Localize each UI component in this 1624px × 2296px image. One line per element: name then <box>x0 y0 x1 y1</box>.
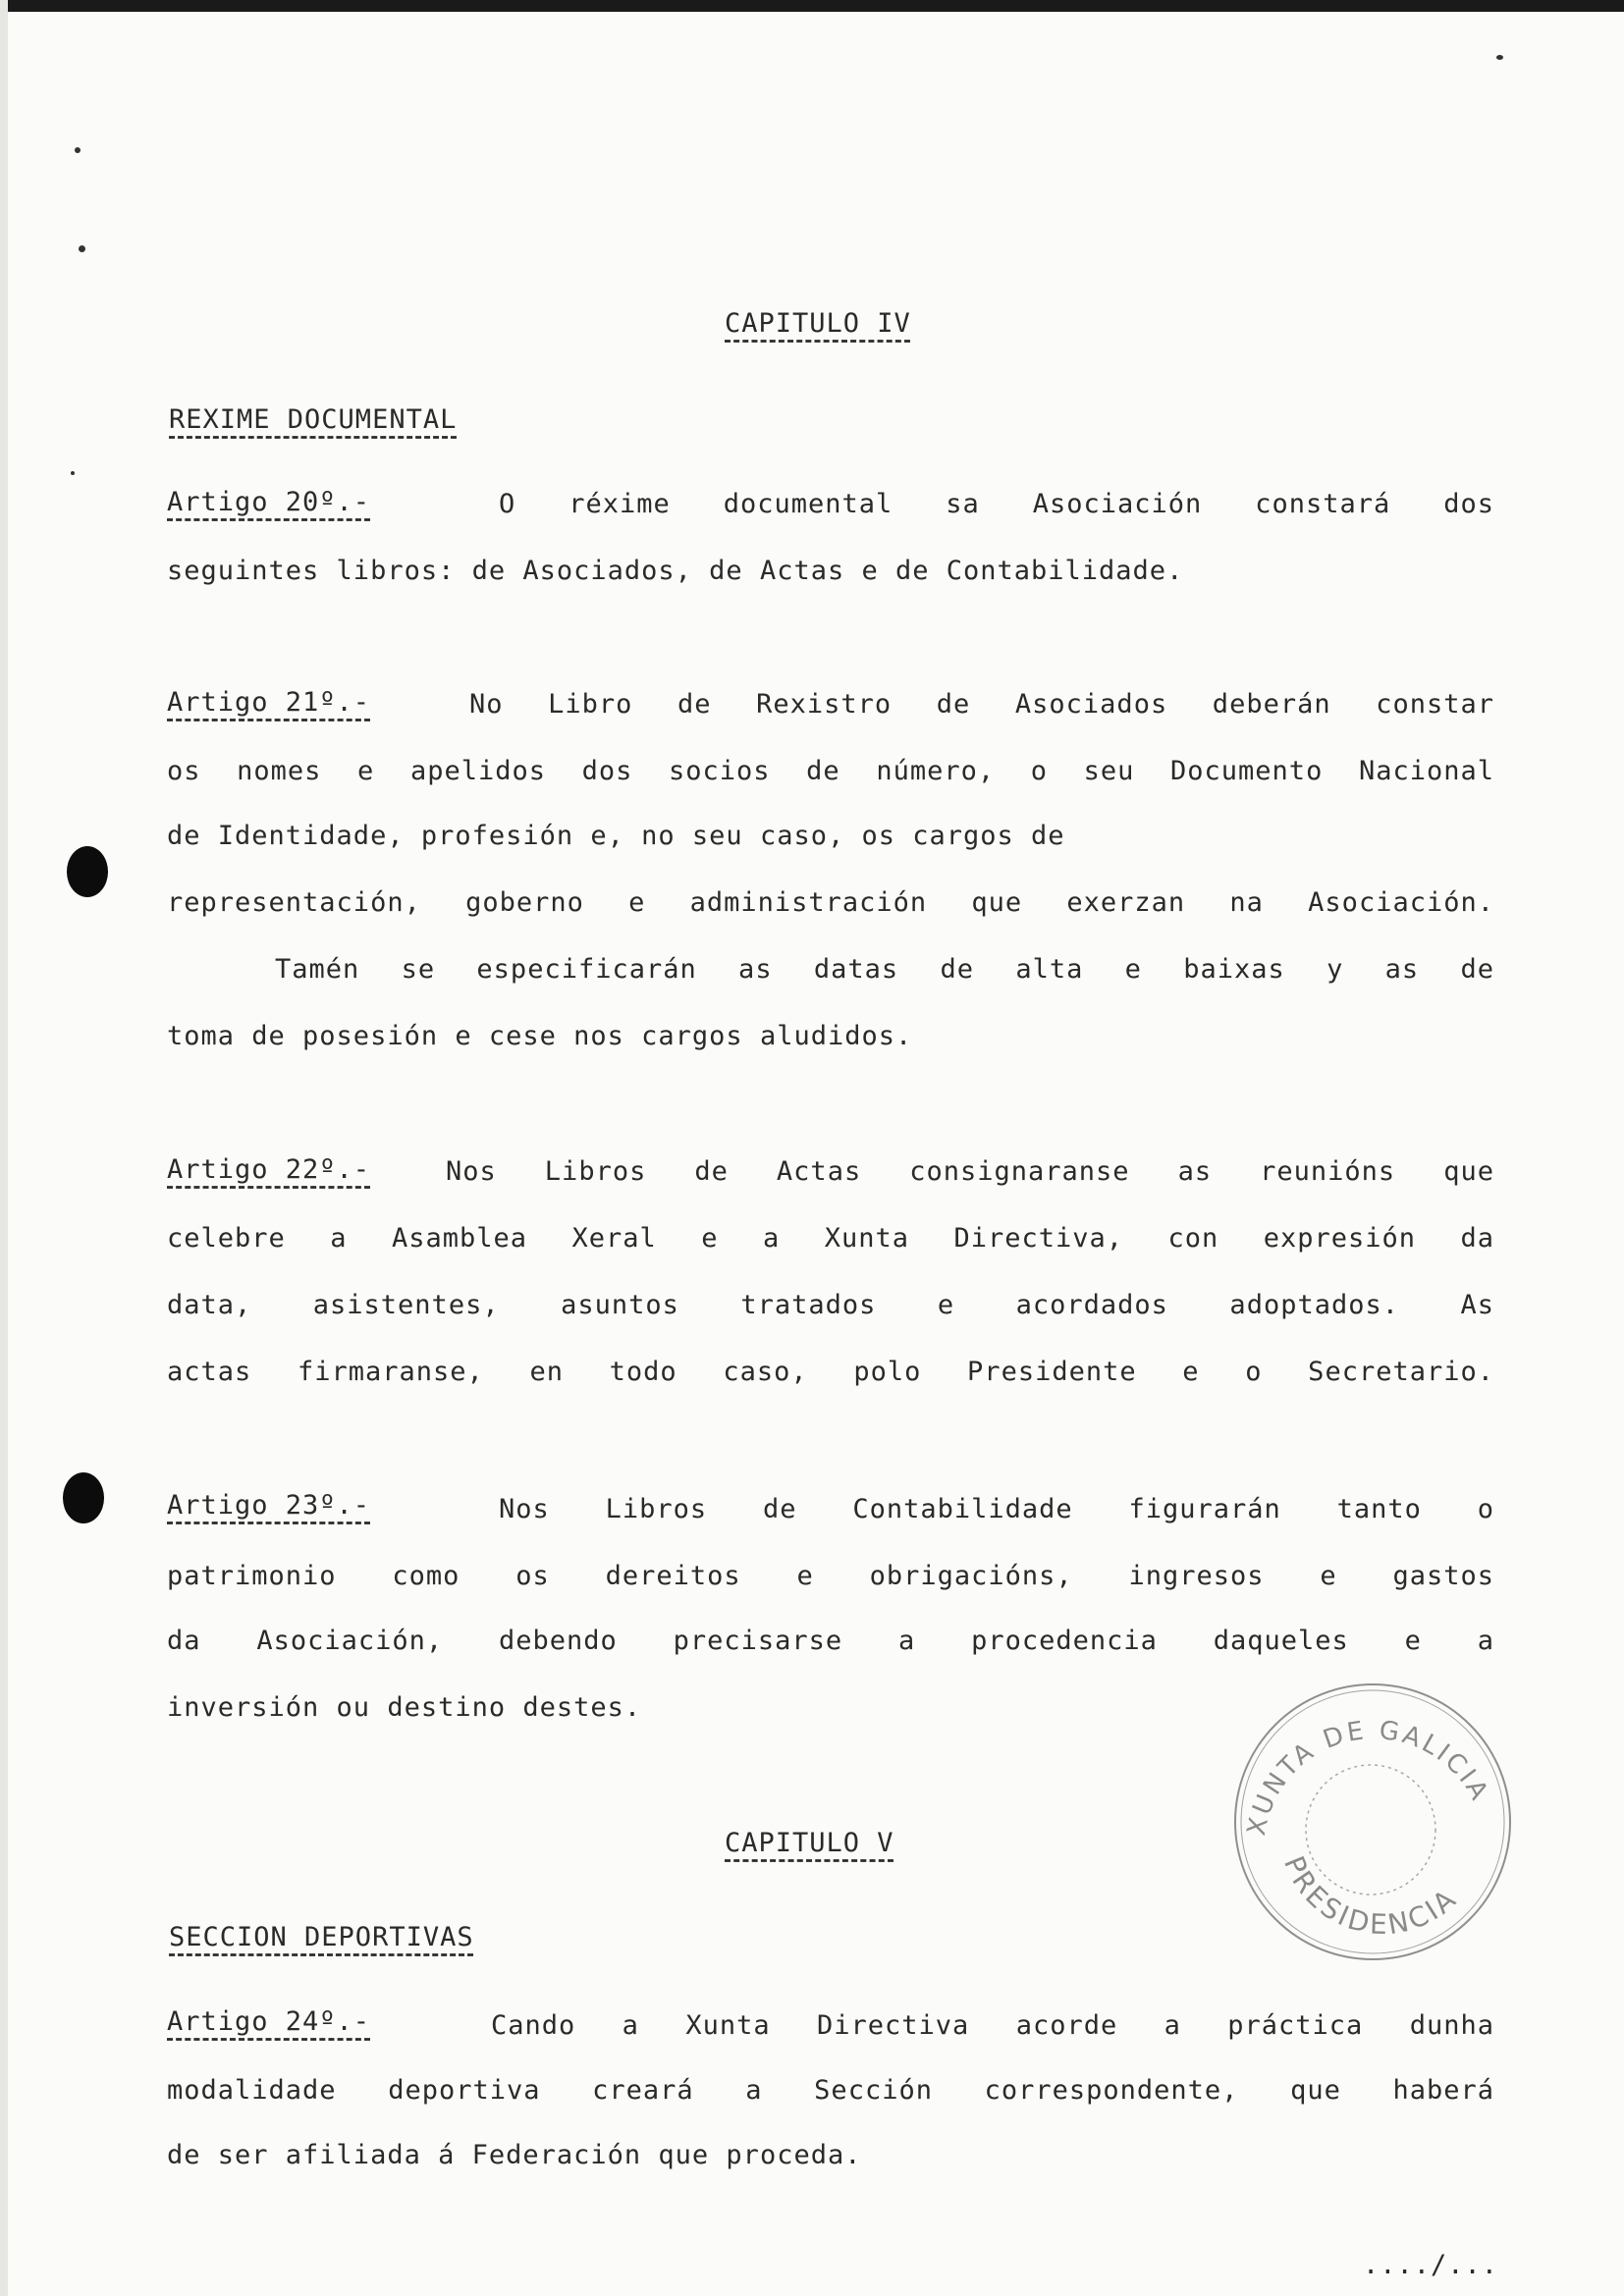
article-21-label: Artigo 21º.- <box>167 687 371 718</box>
scan-speck <box>75 147 81 153</box>
stamp-top-text: XUNTA DE GALICIA <box>1241 1715 1495 1839</box>
scan-speck <box>1496 55 1503 60</box>
article-23-line-3: da Asociación, debendo precisarse a procedencia daqueles e a <box>167 1626 1494 1656</box>
svg-text:PRESIDENCIA <box>1277 1851 1464 1941</box>
article-22-label: Artigo 22º.- <box>167 1154 371 1185</box>
article-21-line-2: os nomes e apelidos dos socios de número, o seu Documento Nacional <box>167 756 1494 786</box>
chapter-5-title: CAPITULO V <box>725 1828 894 1858</box>
article-21-line-5: Tamén se especificarán as datas de alta e baixas y as de <box>275 954 1494 985</box>
article-24-label: Artigo 24º.- <box>167 2006 371 2037</box>
article-21-line-4: representación, goberno e administración que exerzan na Asociación. <box>167 887 1494 918</box>
stamp-bottom-text: PRESIDENCIA <box>1277 1851 1464 1942</box>
article-23-line-1: Nos Libros de Contabilidade figurarán tanto o <box>499 1494 1494 1524</box>
article-22-line-4: actas firmaranse, en todo caso, polo Presidente e o Secretario. <box>167 1357 1494 1387</box>
article-24-line-2: modalidade deportiva creará a Sección correspondente, que haberá <box>167 2075 1494 2106</box>
svg-text:XUNTA DE GALICIA <box>1242 1716 1494 1839</box>
page-continuation-marker: ..../... <box>1362 2250 1498 2280</box>
article-23-line-4: inversión ou destino destes. <box>167 1692 642 1723</box>
article-20-label: Artigo 20º.- <box>167 487 371 517</box>
scan-speck <box>71 471 75 475</box>
article-22-line-3: data, asistentes, asuntos tratados e acordados adoptados. As <box>167 1290 1494 1320</box>
scan-top-edge <box>0 0 1624 12</box>
article-23-label: Artigo 23º.- <box>167 1490 371 1521</box>
article-24-line-1: Cando a Xunta Directiva acorde a práctica dunha <box>491 2010 1494 2041</box>
article-24-line-3: de ser afiliada á Federación que proceda. <box>167 2140 862 2170</box>
article-22-line-2: celebre a Asamblea Xeral e a Xunta Directiva, con expresión da <box>167 1223 1494 1254</box>
presidencia-stamp <box>1225 1675 1520 1969</box>
article-21-line-1: No Libro de Rexistro de Asociados deberán constar <box>469 689 1494 720</box>
article-21-line-6: toma de posesión e cese nos cargos aludidos. <box>167 1021 913 1051</box>
chapter-5-section-title: SECCION DEPORTIVAS <box>169 1922 474 1952</box>
chapter-4-section-title: REXIME DOCUMENTAL <box>169 404 458 435</box>
punch-hole-lower <box>63 1472 104 1523</box>
article-23-line-2: patrimonio como os dereitos e obrigacións, ingresos e gastos <box>167 1561 1494 1591</box>
article-20-line-2: seguintes libros: de Asociados, de Actas e de Contabilidade. <box>167 556 1184 586</box>
scan-left-edge <box>0 0 8 2296</box>
punch-hole-upper <box>67 846 108 897</box>
article-22-line-1: Nos Libros de Actas consignaranse as reunións que <box>446 1156 1494 1187</box>
chapter-4-title: CAPITULO IV <box>725 308 911 339</box>
article-20-line-1: O réxime documental sa Asociación constará dos <box>499 489 1494 519</box>
scan-speck <box>79 245 85 252</box>
article-21-line-3: de Identidade, profesión e, no seu caso, os cargos de <box>167 821 1065 851</box>
